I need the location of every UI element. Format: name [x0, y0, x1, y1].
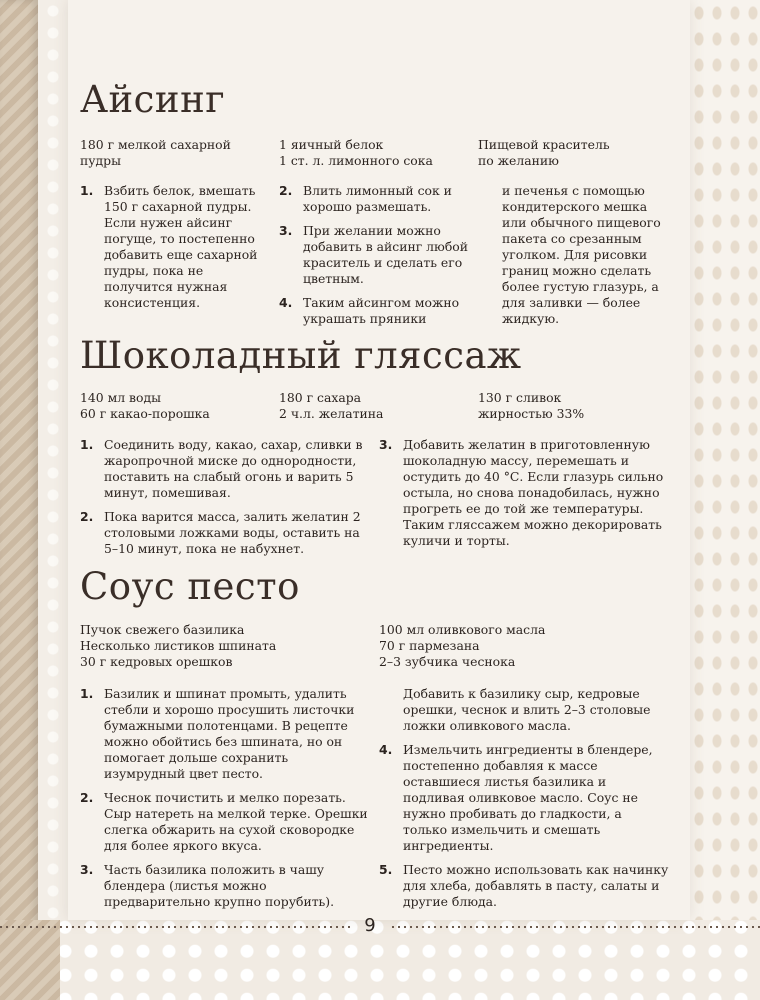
glaze-steps-col1: [80, 437, 370, 565]
knit-border-left: [0, 0, 38, 1000]
step-item: [80, 686, 370, 782]
ingredient: 2 ч.л. желатина: [279, 406, 384, 421]
step-text: Пока варится масса, залить желатин 2 столовыми ложками воды, оставить на 5–10 минут, пока не набухнет.: [104, 509, 361, 556]
step-number: 1.: [80, 437, 94, 452]
ingredient: Несколько листиков шпината: [80, 638, 277, 653]
glaze-steps-col2: [379, 437, 669, 557]
step-text: При желании можно добавить в айсинг любой краситель и сделать его цветным.: [303, 223, 468, 286]
ingredient: Пищевой краситель: [478, 137, 610, 152]
step-text: Базилик и шпинат промыть, удалить стебли и хорошо просушить листочки бумажными полотенцами. В рецепте можно обойтись без шпината, но он помогает дольше сохранить изумрудный цвет песто.: [104, 686, 355, 781]
aising-steps-col1: [80, 183, 270, 319]
step-number: 2.: [80, 790, 94, 805]
glaze-ingredients-col3: [478, 390, 668, 422]
lace-border-left: [38, 0, 68, 1000]
ingredient: 180 г мелкой сахарной: [80, 137, 231, 152]
step-item: [80, 183, 270, 311]
ingredient: 100 мл оливкового масла: [379, 622, 546, 637]
step-text: Песто можно использовать как начинку для хлеба, добавлять в пасту, салаты и другие блюда.: [403, 862, 669, 909]
ingredient: 180 г сахара: [279, 390, 362, 405]
step-continuation: и печенья с помощью кондитерского мешка или обычного пищевого пакета со срезанным уголком. Для рисовки границ можно сделать более густую глазурь, а для заливки — более жидкую.: [502, 183, 661, 326]
step-item: [379, 742, 669, 854]
step-number: 4.: [379, 742, 393, 757]
step-item: [379, 437, 669, 549]
aising-ingredients-col2: [279, 137, 469, 169]
page-number: 9: [364, 915, 376, 936]
aising-title: Айсинг: [80, 78, 226, 121]
step-item: [80, 509, 370, 557]
step-number: 3.: [379, 437, 393, 452]
step-number: 3.: [279, 223, 293, 238]
pesto-steps-col1: [80, 686, 370, 918]
ingredient: 70 г пармезана: [379, 638, 480, 653]
step-item: [279, 183, 469, 215]
ingredient: по желанию: [478, 153, 559, 168]
ingredient: жирностью 33%: [478, 406, 585, 421]
step-text: Влить лимонный сок и хорошо размешать.: [303, 183, 452, 214]
step-item: [379, 862, 669, 910]
glaze-ingredients-col2: [279, 390, 469, 422]
step-item: [279, 295, 469, 327]
step-number: 5.: [379, 862, 393, 877]
aising-ingredients-col1: [80, 137, 270, 169]
step-text: Таким айсингом можно украшать пряники: [303, 295, 460, 326]
step-number: 3.: [80, 862, 94, 877]
step-item: [80, 862, 370, 910]
ingredient: 130 г сливок: [478, 390, 562, 405]
aising-steps-col2: [279, 183, 469, 335]
step-continuation: Добавить к базилику сыр, кедровые орешки, чеснок и влить 2–3 столовые ложки оливкового масла.: [403, 686, 651, 733]
step-text: Соединить воду, какао, сахар, сливки в жаропрочной миске до однородности, поставить на слабый огонь и варить 5 минут, помешивая.: [104, 437, 363, 500]
aising-steps-col3: [478, 183, 673, 327]
pesto-ingredients-col1: [80, 622, 370, 670]
step-text: Часть базилика положить в чашу блендера (листья можно предварительно крупно порубить).: [104, 862, 335, 909]
step-text: Чеснок почистить и мелко порезать. Сыр натереть на мелкой терке. Орешки слегка обжарить на сухой сковородке для более яркого вкуса.: [104, 790, 368, 853]
glaze-ingredients-col1: [80, 390, 270, 422]
step-item: [80, 790, 370, 854]
step-number: 2.: [80, 509, 94, 524]
ingredient: 1 яичный белок: [279, 137, 384, 152]
ingredient: 2–3 зубчика чеснока: [379, 654, 516, 669]
lace-border-right: [690, 0, 760, 1000]
ingredient: пудры: [80, 153, 121, 168]
step-number: 2.: [279, 183, 293, 198]
lace-border-bottom: [0, 920, 760, 1000]
step-text: Добавить желатин в приготовленную шоколадную массу, перемешать и остудить до 40 °С. Если глазурь сильно остыла, но снова понадобилась, нужно прогреть ее до той же температуры. Таким гляссажем можно декорировать куличи и торты.: [403, 437, 664, 548]
step-text: Взбить белок, вмешать 150 г сахарной пудры. Если нужен айсинг погуще, то постепенно добавить еще сахарной пудры, пока не получится нужная консистенция.: [104, 183, 258, 310]
ingredient: 1 ст. л. лимонного сока: [279, 153, 433, 168]
ingredient: Пучок свежего базилика: [80, 622, 245, 637]
ingredient: 30 г кедровых орешков: [80, 654, 233, 669]
aising-ingredients-col3: [478, 137, 668, 169]
step-text: Измельчить ингредиенты в блендере, постепенно добавляя к массе оставшиеся листья базилика и подливая оливковое масло. Соус не нужно пробивать до гладкости, а только измельчить и смешать ингредиенты.: [403, 742, 653, 853]
pesto-title: Соус песто: [80, 565, 300, 608]
knit-border-bottom: [0, 920, 60, 1000]
pesto-steps-col2: [379, 686, 669, 918]
step-item: [80, 437, 370, 501]
footer-dotted-line-left: [0, 926, 350, 928]
footer-dotted-line-right: [392, 926, 760, 928]
step-item: [279, 223, 469, 287]
step-number: 1.: [80, 686, 94, 701]
step-number: 1.: [80, 183, 94, 198]
step-number: 4.: [279, 295, 293, 310]
ingredient: 60 г какао-порошка: [80, 406, 210, 421]
ingredient: 140 мл воды: [80, 390, 161, 405]
pesto-ingredients-col2: [379, 622, 669, 670]
glaze-title: Шоколадный глясcаж: [80, 334, 522, 377]
